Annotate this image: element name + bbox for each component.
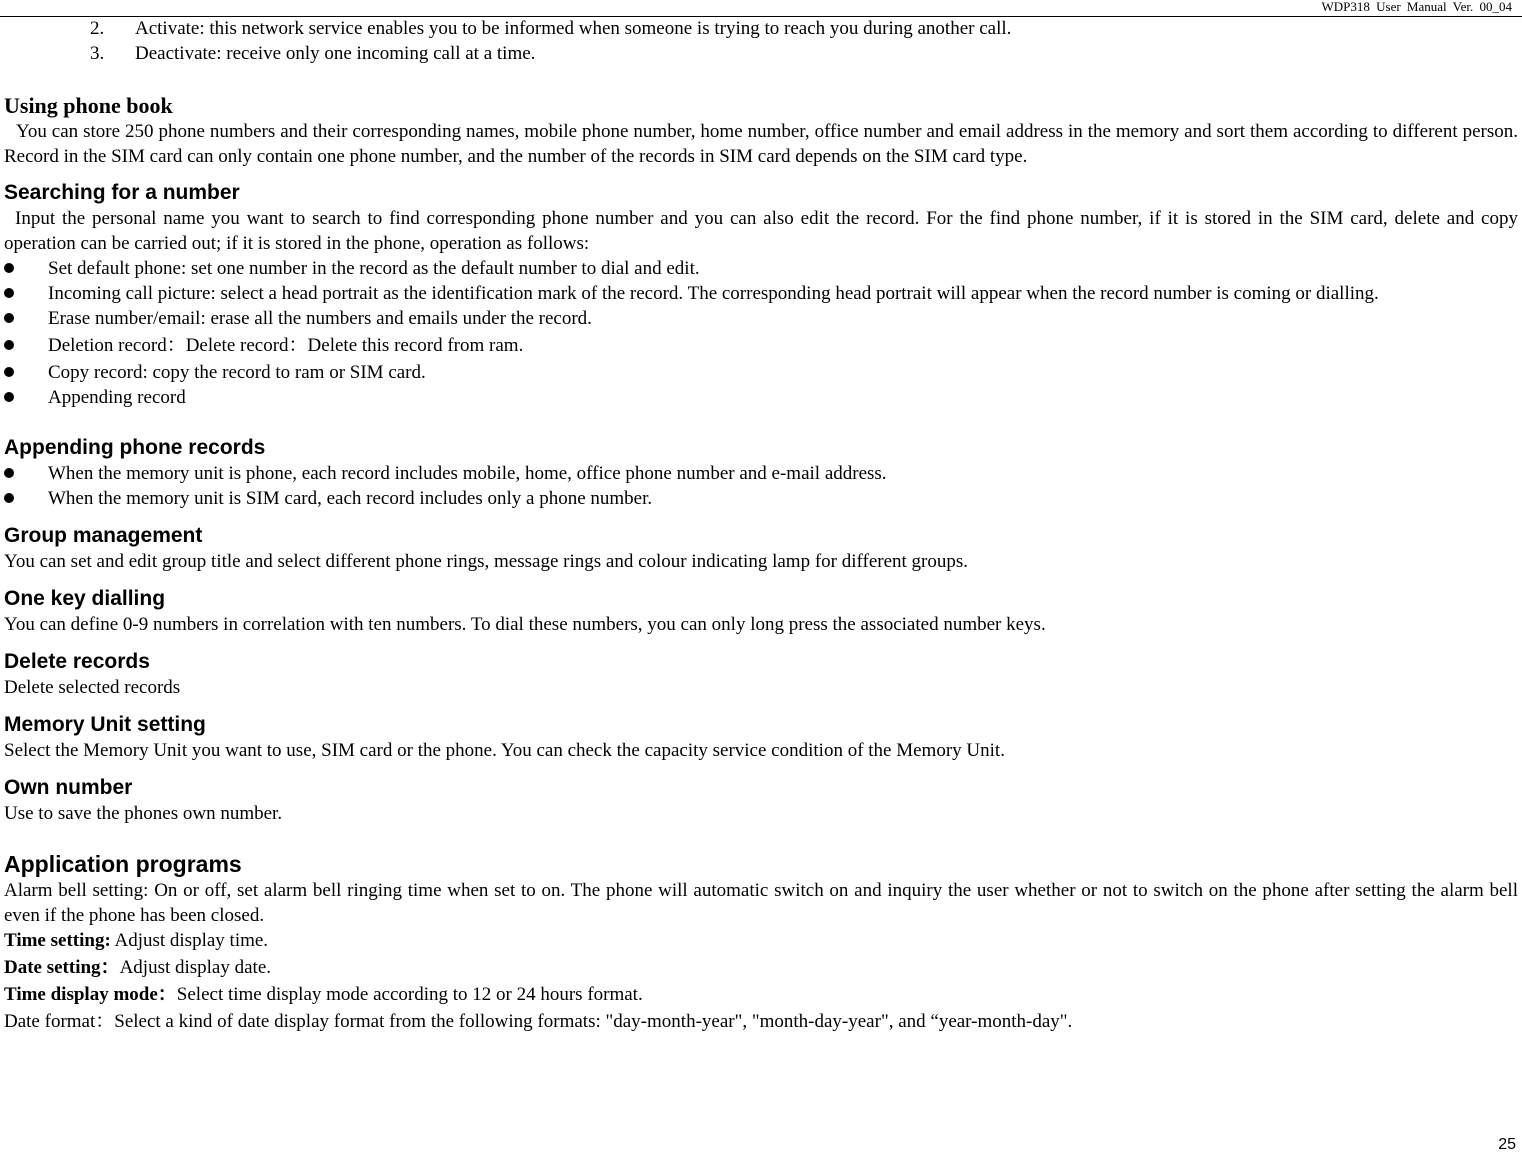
time-mode-label: Time display mode： — [4, 984, 177, 1005]
appending-bullet-list — [4, 461, 1518, 511]
list-item: When the memory unit is SIM card, each record includes only a phone number. — [4, 486, 1518, 511]
time-setting-label: Time setting: — [4, 930, 111, 951]
bullet-icon — [4, 313, 14, 323]
list-text: Activate: this network service enables you to be informed when someone is trying to reach you during another call. — [135, 18, 1012, 39]
bullet-icon — [4, 367, 14, 377]
list-item: When the memory unit is phone, each record includes mobile, home, office phone number and e-mail address. — [4, 461, 1518, 486]
time-mode-line — [4, 982, 1518, 1007]
alarm-text: Alarm bell setting: On or off, set alarm bell ringing time when set to on. The phone will automatic switch on and inquiry the user whether or not to switch on the phone after setting the alarm bell even if the phone has been closed. — [4, 880, 1518, 926]
time-mode-text: Select time display mode according to 12 or 24 hours format. — [176, 984, 643, 1005]
header-text: WDP318 User Manual Ver. 00_04 — [1321, 0, 1512, 14]
section-title-own-number: Own number — [4, 776, 133, 799]
section-title-appending: Appending phone records — [4, 436, 266, 459]
section-title-phone-book: Using phone book — [4, 93, 173, 118]
time-setting-line — [4, 928, 1518, 953]
section-title-delete-records: Delete records — [4, 650, 150, 673]
list-item: Appending record — [4, 385, 1518, 410]
phone-book-intro: You can store 250 phone numbers and their corresponding names, mobile phone number, home number, office number and email address in the memory and sort them according to different person. Record in the SIM card can only contain one phone number, and the number of the records in SIM card depends on the SIM card type. — [4, 121, 1518, 167]
bullet-icon — [4, 493, 14, 503]
date-setting-line — [4, 955, 1518, 980]
list-item — [4, 16, 1518, 41]
list-item: Set default phone: set one number in the record as the default number to dial and edit. — [4, 256, 1518, 281]
time-setting-text: Adjust display time. — [110, 930, 269, 951]
page-content — [4, 16, 1518, 1034]
bullet-icon — [4, 392, 14, 402]
page-number: 25 — [1498, 1136, 1516, 1153]
section-title-one-key: One key dialling — [4, 587, 166, 610]
searching-bullet-list — [4, 256, 1518, 410]
date-format-text: Date format：Select a kind of date display format from the following formats: "day-month-year", "month-day-year", and “year-month-day". — [4, 1011, 1073, 1032]
own-number-text: Use to save the phones own number. — [4, 803, 283, 824]
list-item: Deletion record：Delete record：Delete this record from ram. — [4, 333, 1518, 358]
section-title-searching: Searching for a number — [4, 181, 240, 204]
call-waiting-list — [4, 16, 1518, 66]
list-item: Erase number/email: erase all the numbers and emails under the record. — [4, 306, 1518, 331]
section-title-group: Group management — [4, 524, 203, 547]
date-setting-label: Date setting： — [4, 957, 120, 978]
list-item: Copy record: copy the record to ram or SIM card. — [4, 360, 1518, 385]
page-header — [0, 0, 1522, 17]
list-item: Incoming call picture: select a head portrait as the identification mark of the record. The corresponding head portrait will appear when the record number is coming or dialling. — [4, 281, 1518, 306]
group-text: You can set and edit group title and select different phone rings, message rings and colour indicating lamp for different groups. — [4, 551, 969, 572]
bullet-icon — [4, 288, 14, 298]
list-text: Deactivate: receive only one incoming call at a time. — [135, 43, 536, 64]
list-number: 2. — [90, 18, 105, 39]
one-key-text: You can define 0-9 numbers in correlation with ten numbers. To dial these numbers, you can only long press the associated number keys. — [4, 614, 1046, 635]
searching-text: Input the personal name you want to search to find corresponding phone number and you can also edit the record. For the find phone number, if it is stored in the SIM card, delete and copy operation can be carried out; if it is stored in the phone, operation as follows: — [4, 208, 1518, 254]
memory-unit-text: Select the Memory Unit you want to use, SIM card or the phone. You can check the capacity service condition of the Memory Unit. — [4, 740, 1005, 761]
bullet-icon — [4, 468, 14, 478]
section-title-applications: Application programs — [4, 851, 242, 877]
list-item — [4, 41, 1518, 66]
date-setting-text: Adjust display date. — [119, 957, 272, 978]
delete-records-text: Delete selected records — [4, 677, 181, 698]
list-number: 3. — [90, 43, 105, 64]
section-title-memory-unit: Memory Unit setting — [4, 713, 206, 736]
bullet-icon — [4, 340, 14, 350]
bullet-icon — [4, 263, 14, 273]
